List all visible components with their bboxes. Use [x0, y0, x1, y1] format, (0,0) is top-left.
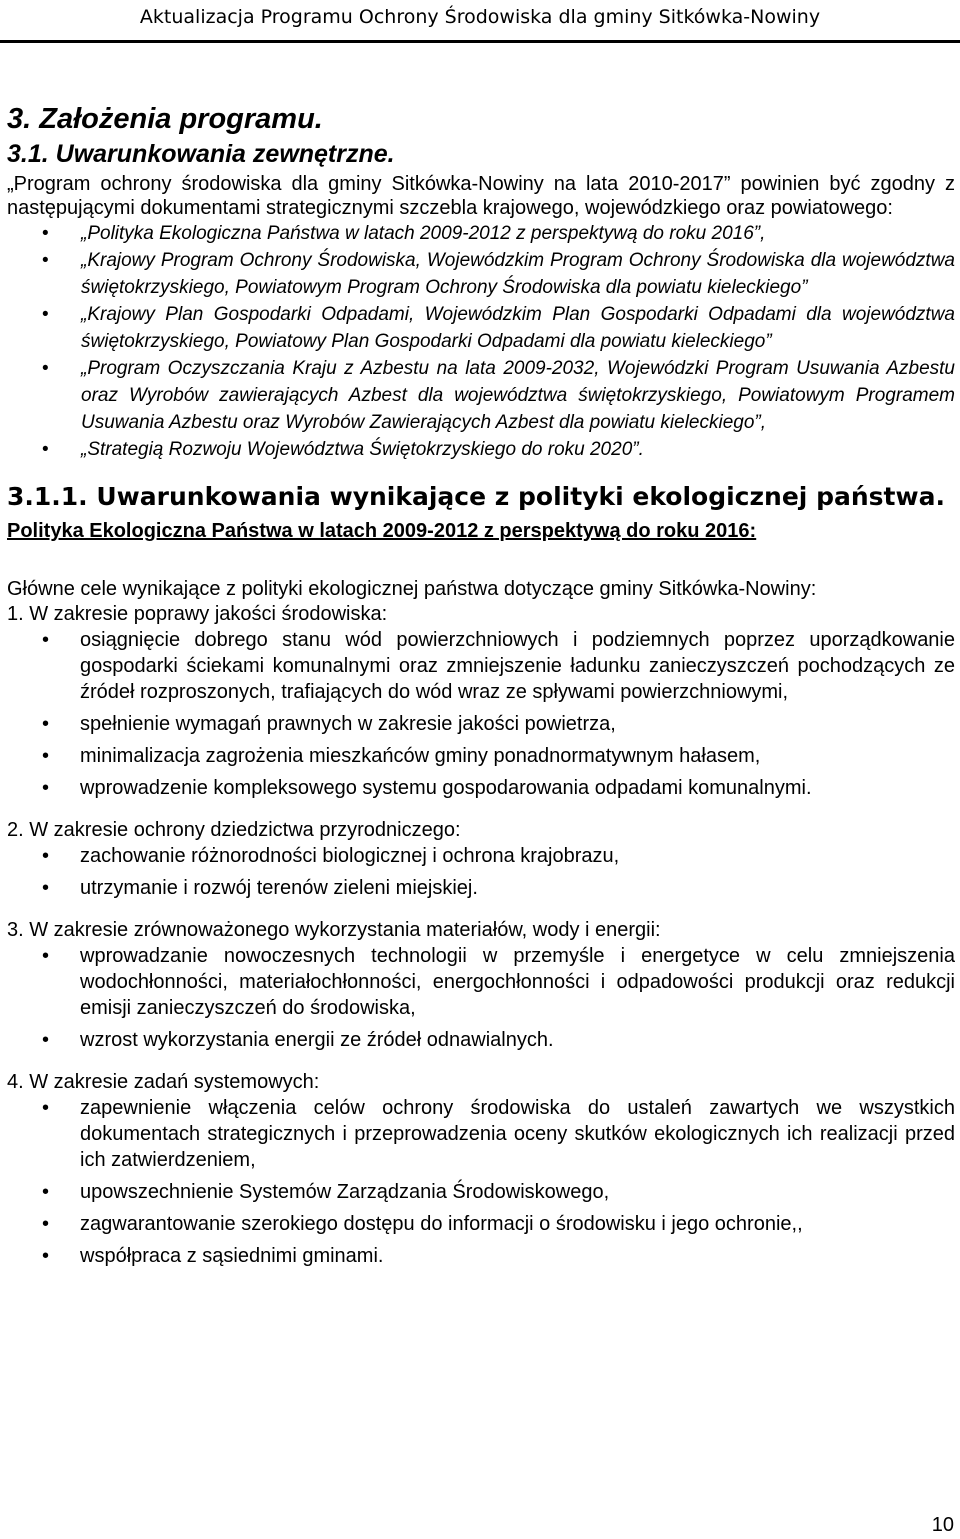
goal-section-title: 4. W zakresie zadań systemowych:	[7, 1071, 320, 1093]
bullet-icon: •	[42, 945, 50, 967]
bullet-icon: •	[42, 223, 49, 244]
header-divider	[0, 40, 960, 43]
bullet-icon: •	[42, 777, 50, 799]
list-item: • utrzymanie i rozwój terenów zieleni miejskiej.	[42, 877, 478, 899]
goal-list	[7, 943, 955, 1053]
list-item: • „Krajowy Plan Gospodarki Odpadami, Wojewódzkim Plan Gospodarki Odpadami dla województwa świętokrzyskiego, Powiatowy Plan Gospodarki Odpadami dla powiatu kieleckiego”	[7, 301, 955, 355]
list-item: • zagwarantowanie szerokiego dostępu do informacji o środowisku i jego ochronie,,	[42, 1213, 803, 1235]
strategic-documents-list	[7, 220, 955, 463]
bullet-icon: •	[42, 745, 50, 767]
goal-section-title: 3. W zakresie zrównoważonego wykorzystania materiałów, wody i energii:	[7, 919, 661, 941]
bullet-icon: •	[42, 1097, 50, 1119]
list-item: • spełnienie wymagań prawnych w zakresie jakości powietrza,	[42, 713, 616, 735]
page-number: 10	[931, 1514, 954, 1536]
bullet-icon: •	[42, 1245, 50, 1267]
list-item: • wzrost wykorzystania energii ze źródeł odnawialnych.	[42, 1029, 554, 1051]
section-subtitle: 3.1. Uwarunkowania zewnętrzne.	[7, 140, 395, 168]
list-item: • wprowadzenie kompleksowego systemu gospodarowania odpadami komunalnymi.	[42, 777, 812, 799]
page-header: Aktualizacja Programu Ochrony Środowiska dla gminy Sitkówka-Nowiny	[139, 6, 821, 28]
goal-list	[7, 843, 955, 901]
bullet-icon: •	[42, 439, 49, 460]
goals-intro: Główne cele wynikające z polityki ekologicznej państwa dotyczące gminy Sitkówka-Nowiny:	[7, 578, 817, 600]
list-item: • „Strategią Rozwoju Województwa Świętokrzyskiego do roku 2020”.	[7, 436, 955, 463]
list-item: • „Program Oczyszczania Kraju z Azbestu na lata 2009-2032, Wojewódzki Program Usuwania Azbestu oraz Wyrobów zawierających Azbest dla województwa świętokrzyskiego, Powiatowym Programem Usuwania Azbestu oraz Wyrobów Zawierających Azbest dla powiatu kieleckiego”,	[7, 355, 955, 436]
goal-list	[7, 1095, 955, 1269]
bullet-icon: •	[42, 358, 49, 379]
list-item: • „Polityka Ekologiczna Państwa w latach 2009-2012 z perspektywą do roku 2016”,	[7, 220, 955, 247]
bullet-icon: •	[42, 713, 50, 735]
goal-section-title: 1. W zakresie poprawy jakości środowiska:	[7, 603, 388, 625]
list-item: • upowszechnienie Systemów Zarządzania Środowiskowego,	[42, 1181, 610, 1203]
subsection-title: 3.1.1. Uwarunkowania wynikające z polityki ekologicznej państwa.	[7, 482, 945, 511]
document-body	[7, 100, 955, 1269]
bullet-icon: •	[42, 1029, 50, 1051]
bullet-icon: •	[42, 1181, 50, 1203]
list-item: • „Krajowy Program Ochrony Środowiska, Wojewódzkim Program Ochrony Środowiska dla województwa świętokrzyskiego, Powiatowym Program Ochrony Środowiska dla powiatu kieleckiego”	[7, 247, 955, 301]
section-title: 3. Założenia programu.	[7, 103, 323, 135]
bullet-icon: •	[42, 250, 49, 271]
goal-list	[7, 627, 955, 801]
list-item: • osiągnięcie dobrego stanu wód powierzchniowych i podziemnych poprzez uporządkowanie gospodarki ściekami komunalnymi oraz zmniejszenie ładunku zanieczyszczeń pochodzących ze źródeł rozproszonych, trafiających do wód wraz ze spływami powierzchniowymi,	[42, 629, 955, 703]
bullet-icon: •	[42, 877, 50, 899]
bullet-icon: •	[42, 845, 50, 867]
bullet-icon: •	[42, 629, 50, 651]
list-item: • minimalizacja zagrożenia mieszkańców gminy ponadnormatywnym hałasem,	[42, 745, 761, 767]
bullet-icon: •	[42, 1213, 50, 1235]
list-item: • zapewnienie włączenia celów ochrony środowiska do ustaleń zawartych we wszystkich dokumentach strategicznych i przeprowadzenia oceny skutków ekologicznych ich realizacji przed ich zatwierdzeniem,	[42, 1097, 955, 1171]
bullet-icon: •	[42, 304, 49, 325]
list-item: • zachowanie różnorodności biologicznej i ochrona krajobrazu,	[42, 845, 620, 867]
intro-paragraph: „Program ochrony środowiska dla gminy Sitkówka-Nowiny na lata 2010-2017” powinien być zgodny z następującymi dokumentami strategicznymi szczebla krajowego, wojewódzkiego oraz powiatowego:	[7, 173, 955, 219]
list-item: • wprowadzanie nowoczesnych technologii w przemyśle i energetyce w celu zmniejszenia wodochłonności, materiałochłonności, energochłonności i odpadowości produkcji oraz redukcji emisji zanieczyszczeń do środowiska,	[42, 945, 955, 1019]
goal-section-title: 2. W zakresie ochrony dziedzictwa przyrodniczego:	[7, 819, 461, 841]
list-item: • współpraca z sąsiednimi gminami.	[42, 1245, 384, 1267]
policy-title: Polityka Ekologiczna Państwa w latach 2009-2012 z perspektywą do roku 2016:	[7, 520, 757, 542]
